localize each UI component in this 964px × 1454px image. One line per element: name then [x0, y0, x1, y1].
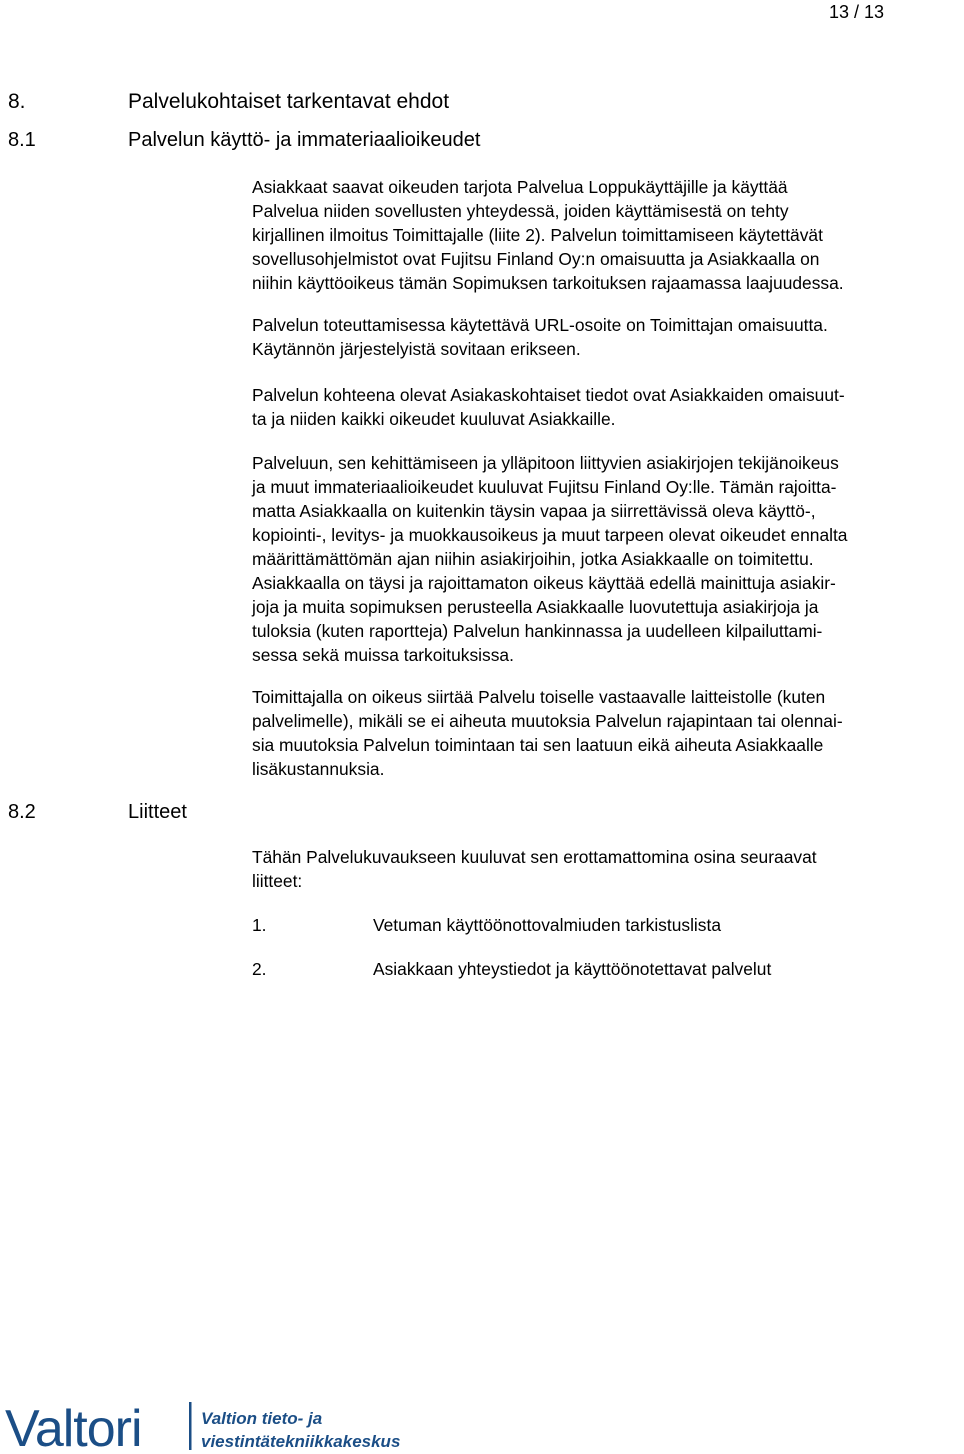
section-title: Liitteet — [128, 801, 187, 823]
text-line: sia muutoksia Palvelun toimintaan tai sen laatuun eikä aiheuta Asiakkaalle — [252, 735, 824, 755]
text-line: lisäkustannuksia. — [252, 759, 385, 779]
text-line: Toimittajalla on oikeus siirtää Palvelu toiselle vastaavalle laitteistolle (kuten — [252, 687, 826, 707]
section-heading-8-1 — [8, 128, 480, 152]
section-number: 8. — [8, 90, 26, 113]
list-number: 2. — [252, 959, 267, 979]
section-heading-8-2 — [8, 800, 187, 824]
text-line: sessa sekä muissa tarkoituksissa. — [252, 645, 514, 665]
paragraph-copyright — [252, 451, 964, 667]
text-line: liitteet: — [252, 871, 303, 891]
text-line: palvelimelle), mikäli se ei aiheuta muutoksia Palvelun rajapintaan tai olennai- — [252, 711, 843, 731]
text-line: niihin käyttöoikeus tämän Sopimuksen tarkoituksen rajaamassa laajuudessa. — [252, 273, 844, 293]
text-line: joja ja muita sopimuksen perusteella Asiakkaalle luovutettuja asiakirjoja ja — [252, 597, 819, 617]
text-line: ja muut immateriaalioikeudet kuuluvat Fujitsu Finland Oy:lle. Tämän rajoitta- — [252, 477, 837, 497]
paragraph-usage-rights — [252, 175, 964, 295]
list-number: 1. — [252, 915, 267, 935]
paragraph-transfer — [252, 685, 964, 781]
section-number: 8.1 — [8, 129, 36, 151]
logo-tagline-line2: viestintätekniikkakeskus — [201, 1432, 401, 1451]
text-line: Tähän Palvelukuvaukseen kuuluvat sen erottamattomina osina seuraavat — [252, 847, 817, 867]
section-title: Palvelukohtaiset tarkentavat ehdot — [128, 90, 450, 113]
paragraph-attachments-intro — [252, 845, 964, 893]
logo-divider — [189, 1402, 192, 1450]
valtori-logo — [5, 1396, 401, 1454]
text-line: Asiakkaat saavat oikeuden tarjota Palvelua Loppukäyttäjille ja käyttää — [252, 177, 788, 197]
text-line: Palvelun kohteena olevat Asiakaskohtaiset tiedot ovat Asiakkaiden omaisuut- — [252, 385, 845, 405]
text-line: tuloksia (kuten raportteja) Palvelun hankinnassa ja uudelleen kilpailuttami- — [252, 621, 823, 641]
section-heading-8 — [8, 90, 449, 114]
logo-wordmark: Valtori — [5, 1400, 142, 1454]
text-line: kirjallinen ilmoitus Toimittajalle (liite 2). Palvelun toimittamiseen käytettävät — [252, 225, 823, 245]
text-line: Käytännön järjestelyistä sovitaan erikseen. — [252, 339, 581, 359]
text-line: sovellusohjelmistot ovat Fujitsu Finland Oy:n omaisuutta ja Asiakkaalla on — [252, 249, 820, 269]
text-line: Palvelua niiden sovellusten yhteydessä, joiden käyttämisestä on tehty — [252, 201, 789, 221]
text-line: Palvelun toteuttamisessa käytettävä URL-osoite on Toimittajan omaisuutta. — [252, 315, 828, 335]
attachment-list-item — [252, 957, 964, 981]
paragraph-customer-data — [252, 383, 964, 431]
text-line: Palveluun, sen kehittämiseen ja ylläpitoon liittyvien asiakirjojen tekijänoikeus — [252, 453, 839, 473]
text-line: matta Asiakkaalla on kuitenkin täysin vapaa ja siirrettävissä oleva käyttö-, — [252, 501, 816, 521]
paragraph-url — [252, 313, 964, 361]
logo-tagline-line1: Valtion tieto- ja — [201, 1409, 323, 1428]
text-line: Asiakkaalla on täysi ja rajoittamaton oikeus käyttää edellä mainittuja asiakir- — [252, 573, 836, 593]
page-number: 13 / 13 — [828, 2, 884, 22]
text-line: kopiointi-, levitys- ja muokkausoikeus ja muut tarpeen olevat oikeudet ennalta — [252, 525, 848, 545]
list-text: Asiakkaan yhteystiedot ja käyttöönotettavat palvelut — [373, 959, 772, 979]
section-number: 8.2 — [8, 801, 36, 823]
attachment-list-item — [252, 913, 964, 937]
text-line: määrittämättömän ajan niihin asiakirjoihin, jotka Asiakkaalle on toimitettu. — [252, 549, 814, 569]
text-line: ta ja niiden kaikki oikeudet kuuluvat Asiakkaille. — [252, 409, 616, 429]
section-title: Palvelun käyttö- ja immateriaalioikeudet — [128, 129, 481, 151]
list-text: Vetuman käyttöönottovalmiuden tarkistuslista — [373, 915, 721, 935]
